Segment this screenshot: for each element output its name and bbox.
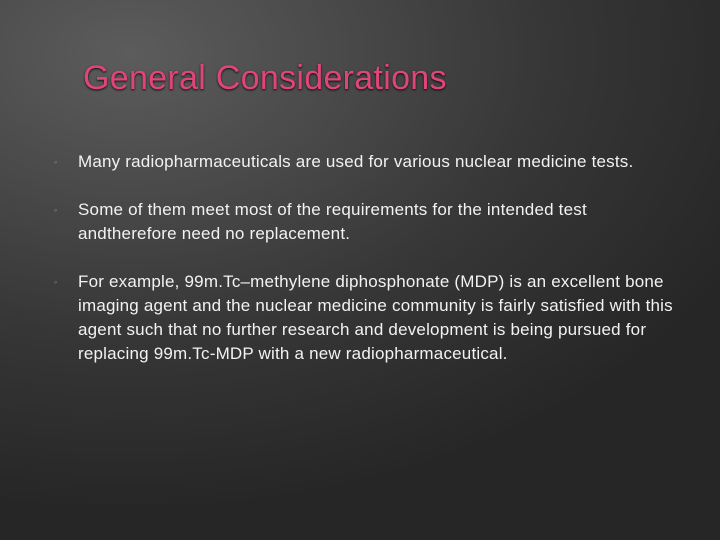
bullet-item-3 <box>54 270 684 366</box>
bullet-marker-icon: ◦ <box>54 205 58 215</box>
bullet-text-2: Some of them meet most of the requirements for the intended test andtherefore need no replacement. <box>78 200 587 243</box>
bullet-text-1: Many radiopharmaceuticals are used for various nuclear medicine tests. <box>78 152 634 171</box>
bullet-marker-icon: ◦ <box>54 277 58 287</box>
bullet-item-1 <box>54 150 684 174</box>
bullet-text-3: For example, 99m.Tc–methylene diphosphonate (MDP) is an excellent bone imaging agent and the nuclear medicine community is fairly satisfied with this agent such that no further research and development is being pursued for replacing 99m.Tc-MDP with a new radiopharmaceutical. <box>78 272 673 363</box>
bullet-item-2 <box>54 198 684 246</box>
slide-title: General Considerations <box>83 59 447 97</box>
bullet-list <box>54 150 684 390</box>
bullet-marker-icon: ◦ <box>54 157 58 167</box>
